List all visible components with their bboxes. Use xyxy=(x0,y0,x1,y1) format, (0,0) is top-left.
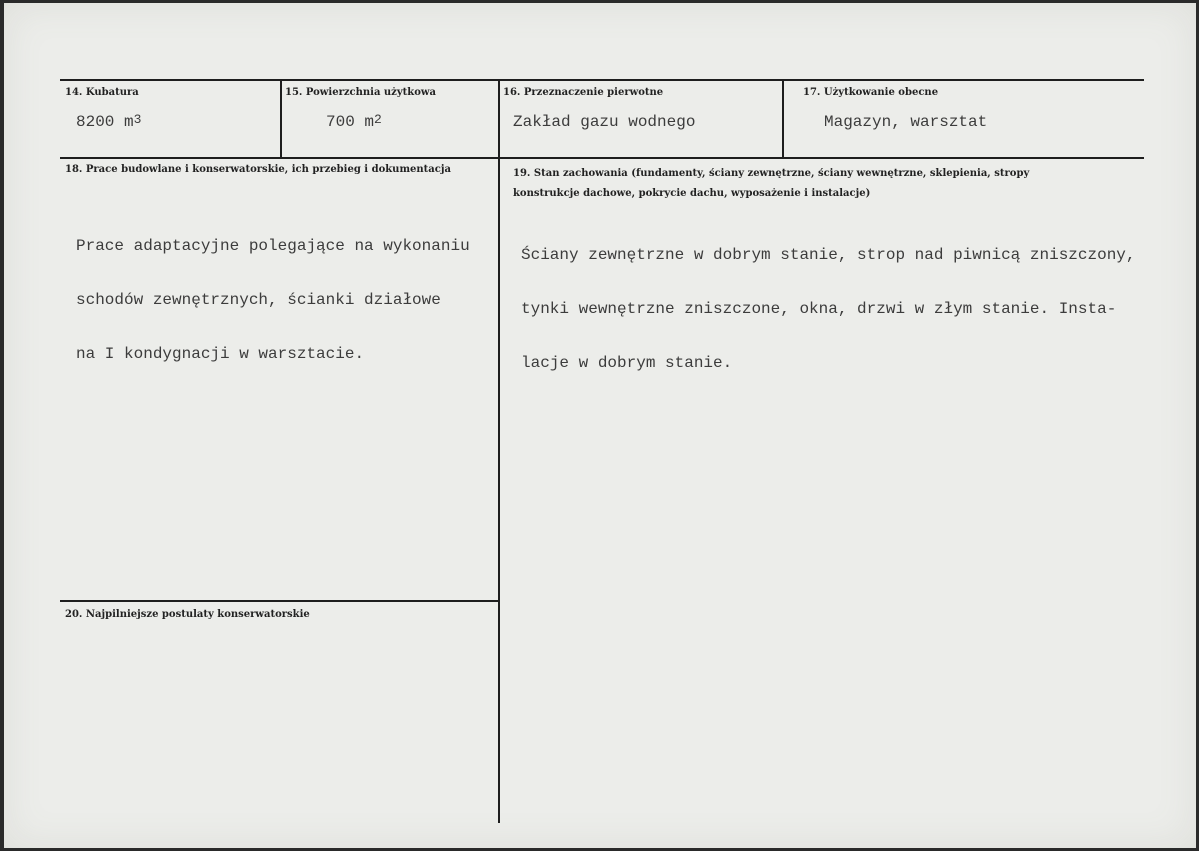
kubatura-number: 8200 m xyxy=(76,113,134,131)
prace-text xyxy=(76,201,496,399)
powierzchnia-number: 700 m xyxy=(326,113,375,131)
divider-14-15 xyxy=(280,79,282,159)
powierzchnia-exponent: 2 xyxy=(374,112,382,127)
powierzchnia-value xyxy=(326,113,382,132)
uzytkowanie-value: Magazyn, warsztat xyxy=(824,113,988,131)
prace-line-3: na I kondygnacji w warsztacie. xyxy=(76,345,365,363)
prace-line-2: schodów zewnętrznych, ścianki działowe xyxy=(76,291,441,309)
kubatura-value xyxy=(76,113,141,132)
stan-line-2: tynki wewnętrzne zniszczone, okna, drzwi w złym stanie. Insta- xyxy=(521,300,1117,318)
divider-15-16 xyxy=(498,79,500,823)
przeznaczenie-label: 16. Przeznaczenie pierwotne xyxy=(503,87,664,98)
upper-row-rule xyxy=(60,157,1144,159)
postulaty-label: 20. Najpilniejsze postulaty konserwatorskie xyxy=(65,609,310,620)
record-card xyxy=(4,3,1196,848)
postulaty-rule xyxy=(60,600,498,602)
divider-16-17 xyxy=(782,79,784,159)
powierzchnia-label: 15. Powierzchnia użytkowa xyxy=(285,87,436,98)
prace-line-1: Prace adaptacyjne polegające na wykonaniu xyxy=(76,237,470,255)
stan-label-line-1: 19. Stan zachowania (fundamenty, ściany zewnętrzne, ściany wewnętrzne, sklepienia, stropy xyxy=(513,168,1030,179)
stan-line-3: lacje w dobrym stanie. xyxy=(521,354,733,372)
stan-label xyxy=(513,164,1029,204)
stan-text xyxy=(521,210,1136,408)
kubatura-exponent: 3 xyxy=(133,112,142,127)
stan-line-1: Ściany zewnętrzne w dobrym stanie, strop nad piwnicą zniszczony, xyxy=(521,246,1136,264)
uzytkowanie-label: 17. Użytkowanie obecne xyxy=(803,87,939,98)
top-rule xyxy=(60,79,1144,81)
prace-label: 18. Prace budowlane i konserwatorskie, ich przebieg i dokumentacja xyxy=(65,164,451,175)
przeznaczenie-value: Zakład gazu wodnego xyxy=(513,113,696,131)
stan-label-line-2: konstrukcje dachowe, pokrycie dachu, wyposażenie i instalacje) xyxy=(513,188,871,199)
kubatura-label: 14. Kubatura xyxy=(65,87,139,98)
